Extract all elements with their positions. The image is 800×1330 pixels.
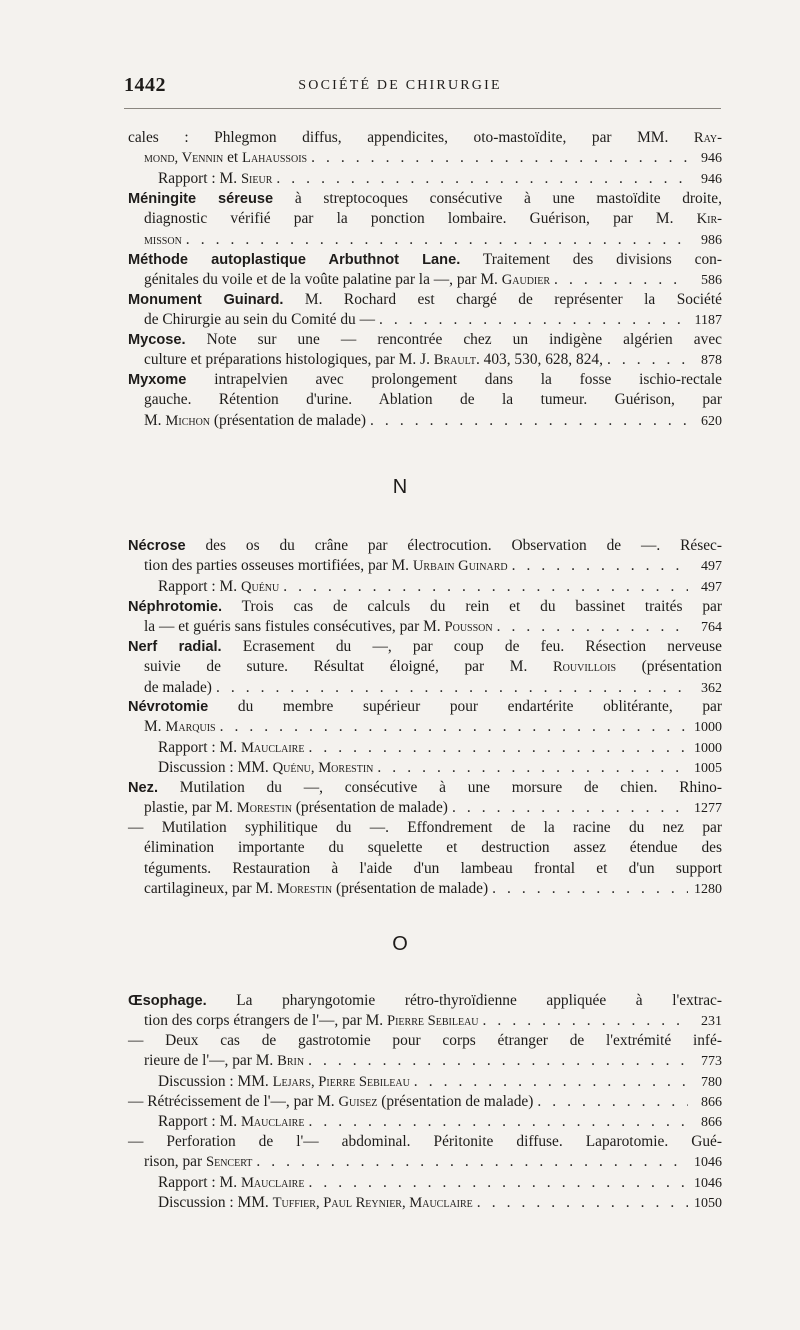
dot-leader xyxy=(216,717,688,737)
dot-leader xyxy=(550,270,688,290)
author-name: Lahaussois xyxy=(242,150,308,167)
entry-text: Mutilation du —, consécutive à une morsure de chien. Rhino- xyxy=(158,779,722,796)
entry-line xyxy=(128,597,722,617)
dot-leader xyxy=(488,879,688,899)
author-name: Lejars, Pierre Sebileau xyxy=(272,1073,410,1090)
page-reference: 866 xyxy=(701,1095,722,1110)
rapport-line xyxy=(128,1112,722,1132)
discussion-line xyxy=(128,1072,722,1092)
author-name: Sencert xyxy=(205,1154,253,1171)
dot-leader xyxy=(473,1193,688,1213)
index-entry-perforation xyxy=(128,1132,722,1213)
entry-line xyxy=(128,209,722,229)
entry-line xyxy=(128,1011,722,1031)
entry-text: (présentation de malade) xyxy=(291,799,448,817)
author-name: Pierre Sebileau xyxy=(386,1013,479,1030)
discussion-label: Discussion : MM. xyxy=(158,1193,273,1211)
page-reference: 878 xyxy=(701,353,722,369)
author-name: Marquis xyxy=(165,719,216,736)
entry-line xyxy=(128,390,722,410)
rapport-line xyxy=(128,738,722,758)
entry-line xyxy=(128,818,722,838)
entry-line xyxy=(128,798,722,818)
rapport-label: Rapport : M. xyxy=(158,577,241,595)
author-name: Ray- xyxy=(693,130,722,146)
entry-line xyxy=(128,536,722,556)
entry-text: La pharyngotomie rétro-thyroïdienne appliquée à l'extrac- xyxy=(206,992,722,1009)
entry-text: à streptocoques consécutive à une mastoïdite droite, xyxy=(273,190,722,207)
entry-line xyxy=(128,189,722,209)
page-reference: 362 xyxy=(701,680,722,696)
entry-keyword: Névrotomie xyxy=(128,699,209,715)
author-name: Kir- xyxy=(696,211,722,228)
author-name: Guisez xyxy=(338,1094,378,1110)
entry-text: de malade) xyxy=(144,678,212,696)
page-reference: 1280 xyxy=(694,881,722,897)
page-reference: 986 xyxy=(701,232,722,248)
page-number: 1442 xyxy=(124,74,166,96)
discussion-line xyxy=(128,758,722,778)
dot-leader xyxy=(182,230,688,250)
page-reference: 497 xyxy=(701,579,722,595)
page-reference: 1000 xyxy=(694,720,722,736)
dot-leader xyxy=(212,678,688,698)
entry-line xyxy=(128,250,722,270)
entry-text: la — et guéris sans fistules consécutives, par M. xyxy=(144,618,445,636)
entry-text: M. xyxy=(144,411,166,429)
entry-line xyxy=(128,879,722,899)
entry-line xyxy=(128,330,722,350)
rapport-label: Rapport : M. xyxy=(158,1113,241,1131)
entry-text: génitales du voile et de la voûte palatine par la —, par M. xyxy=(144,271,502,289)
page-reference: 586 xyxy=(701,273,722,289)
author-name: Gaudier xyxy=(501,272,551,289)
index-entry-nevrotomie xyxy=(128,697,722,778)
index-entry-nephrotomie xyxy=(128,597,722,638)
dot-leader xyxy=(272,169,688,189)
page-reference: 780 xyxy=(701,1074,722,1090)
author-name: misson xyxy=(144,231,182,248)
entry-text: (présentation de malade) xyxy=(210,411,367,429)
page-reference: 1187 xyxy=(694,313,722,329)
entry-line xyxy=(128,1092,722,1112)
entry-line xyxy=(128,230,722,250)
dot-leader xyxy=(448,798,688,818)
page-reference: 764 xyxy=(701,620,722,636)
entry-line xyxy=(128,411,722,431)
page-reference: 1050 xyxy=(694,1195,722,1211)
dot-leader xyxy=(304,738,688,758)
entry-keyword: Méthode autoplastique Arbuthnot Lane. xyxy=(128,252,461,268)
author-name: Pousson xyxy=(444,619,493,636)
entry-line xyxy=(128,1031,722,1051)
dot-leader xyxy=(252,1152,688,1172)
entry-line xyxy=(128,778,722,798)
entry-text: diagnostic vérifié par la ponction lombaire. Guérison, par M. xyxy=(144,210,697,228)
page-reference: 1005 xyxy=(694,760,722,776)
page-reference: 620 xyxy=(701,413,722,429)
dot-leader xyxy=(493,617,688,637)
entry-text: cales : Phlegmon diffus, appendicites, oto-mastoïdite, par MM. xyxy=(128,129,694,146)
index-entry-nez xyxy=(128,778,722,819)
entry-text: et xyxy=(223,149,243,167)
entry-text: téguments. Restauration à l'aide d'un lambeau frontal et d'un support xyxy=(144,859,722,877)
entry-text: Note sur une — rencontrée chez un indigène algérien avec xyxy=(185,331,722,348)
page-reference: 1046 xyxy=(694,1175,722,1191)
entry-text: Ecrasement du —, par coup de feu. Résection nerveuse xyxy=(221,638,722,655)
entry-text: (présentation xyxy=(616,658,722,676)
author-name: Mauclaire xyxy=(240,1174,305,1191)
entry-line xyxy=(128,1051,722,1071)
entry-keyword: Œsophage. xyxy=(128,993,207,1009)
entry-text: élimination importante du squelette et destruction assez étendue des xyxy=(144,839,722,857)
index-entry-gastrotomie xyxy=(128,1031,722,1092)
dot-leader xyxy=(508,556,688,576)
entry-text: de Chirurgie au sein du Comité du — xyxy=(144,311,375,329)
rapport-line xyxy=(128,1173,722,1193)
dot-leader xyxy=(304,1051,688,1071)
entry-text: rison, par xyxy=(144,1153,206,1171)
entry-text: Traitement des divisions con- xyxy=(460,251,722,268)
entry-text: Trois cas de calculs du rein et du bassinet traités par xyxy=(222,598,722,615)
rapport-line xyxy=(128,169,722,189)
entry-line xyxy=(128,310,722,330)
entry-keyword: Myxome xyxy=(128,372,187,388)
dot-leader xyxy=(410,1072,688,1092)
entry-text: (présentation de malade) xyxy=(332,879,489,897)
entry-line xyxy=(128,350,722,370)
page-reference: 231 xyxy=(701,1014,722,1030)
entry-text: des os du crâne par électrocution. Observation de —. Résec- xyxy=(185,537,722,554)
author-name: Morestin xyxy=(236,800,292,817)
dot-leader xyxy=(279,577,688,597)
author-name: Mauclaire xyxy=(240,1114,305,1131)
entry-line xyxy=(128,270,722,290)
rapport-label: Rapport : M. xyxy=(158,1173,241,1191)
rapport-label: Rapport : M. xyxy=(158,169,241,187)
entry-line xyxy=(128,991,722,1011)
entry-text: . 403, 530, 628, 824, xyxy=(475,351,603,369)
page-reference: 497 xyxy=(701,559,722,575)
rapport-line xyxy=(128,577,722,597)
index-entry-mycose xyxy=(128,330,722,371)
dot-leader xyxy=(304,1173,688,1193)
entry-text: tion des parties osseuses mortifiées, par M. xyxy=(144,557,413,575)
index-entry-nez-mutilation xyxy=(128,818,722,899)
discussion-line xyxy=(128,1193,722,1213)
page-reference: 866 xyxy=(701,1115,722,1131)
entry-keyword: Nerf radial. xyxy=(128,639,222,655)
index-entry-monument-guinard xyxy=(128,290,722,331)
entry-text: M. Rochard est chargé de représenter la Société xyxy=(283,291,722,308)
rapport-label: Rapport : M. xyxy=(158,738,241,756)
dot-leader xyxy=(375,310,688,330)
entry-text: culture et préparations histologiques, par M. J. xyxy=(144,351,434,369)
author-name: Brault xyxy=(433,352,476,369)
page-reference: 1046 xyxy=(694,1155,722,1171)
entry-text: cartilagineux, par M. xyxy=(144,879,277,897)
entry-text: — Perforation de l'— abdominal. Péritonite diffuse. Laparotomie. Gué- xyxy=(128,1133,722,1150)
page-reference: 1277 xyxy=(694,801,722,817)
entry-line xyxy=(128,1152,722,1172)
entry-keyword: Mycose. xyxy=(128,332,186,348)
dot-leader xyxy=(479,1011,688,1031)
entry-text: (présentation de malade) xyxy=(377,1093,534,1110)
entry-keyword: Méningite séreuse xyxy=(128,191,274,207)
entry-keyword: Nez. xyxy=(128,780,159,796)
section-letter-n: N xyxy=(392,476,408,498)
discussion-label: Discussion : MM. xyxy=(158,758,273,776)
entry-keyword: Monument Guinard. xyxy=(128,292,284,308)
entry-text: suivie de suture. Résultat éloigné, par M. xyxy=(144,658,553,676)
author-name: Mauclaire xyxy=(240,739,305,756)
entry-line xyxy=(128,637,722,657)
dot-leader xyxy=(533,1092,688,1112)
author-name: Sieur xyxy=(240,170,273,187)
entry-keyword: Néphrotomie. xyxy=(128,599,223,615)
index-entry-necrose xyxy=(128,536,722,597)
author-name: Tuffier, Paul Reynier, Mauclaire xyxy=(272,1194,473,1211)
running-title: SOCIÉTÉ DE CHIRURGIE xyxy=(298,78,502,93)
page-reference: 773 xyxy=(701,1054,722,1070)
entry-line xyxy=(128,717,722,737)
entry-line xyxy=(128,657,722,677)
entry-text: intrapelvien avec prolongement dans la fosse ischio-rectale xyxy=(186,371,722,388)
author-name: Brin xyxy=(277,1053,305,1070)
entry-text: tion des corps étrangers de l'—, par M. xyxy=(144,1012,387,1030)
entry-text: rieure de l'—, par M. xyxy=(144,1052,278,1070)
page-reference: 946 xyxy=(701,151,722,167)
author-name: Rouvillois xyxy=(552,659,617,676)
page-reference: 946 xyxy=(701,171,722,187)
index-entry-nerf-radial xyxy=(128,637,722,698)
entry-text: — Deux cas de gastrotomie pour corps étranger de l'extrémité infé- xyxy=(128,1032,722,1049)
index-entry-methode-autoplastique xyxy=(128,250,722,291)
entry-line xyxy=(128,859,722,879)
entry-line xyxy=(128,370,722,390)
index-entry-retrecissement xyxy=(128,1092,722,1133)
dot-leader xyxy=(304,1112,688,1132)
section-letter-o: O xyxy=(392,933,408,955)
author-name: Quénu xyxy=(240,578,280,595)
discussion-label: Discussion : MM. xyxy=(158,1072,273,1090)
dot-leader xyxy=(366,411,688,431)
dot-leader xyxy=(373,758,688,778)
page-reference: 1000 xyxy=(694,740,722,756)
entry-line xyxy=(128,678,722,698)
index-entry-meningite xyxy=(128,189,722,250)
entry-text: — Rétrécissement de l'—, par M. xyxy=(128,1093,339,1110)
entry-line xyxy=(128,617,722,637)
header-rule xyxy=(124,108,721,109)
entry-line xyxy=(128,128,722,148)
entry-text: — Mutilation syphilitique du —. Effondrement de la racine du nez par xyxy=(128,819,722,836)
entry-line xyxy=(128,697,722,717)
author-name: Michon xyxy=(165,412,211,429)
entry-keyword: Nécrose xyxy=(128,538,186,554)
entry-line xyxy=(128,1132,722,1152)
index-entry-oesophage xyxy=(128,991,722,1032)
entry-text: gauche. Rétention d'urine. Ablation de la tumeur. Guérison, par xyxy=(144,391,722,409)
entry-text: du membre supérieur pour endartérite oblitérante, par xyxy=(208,698,722,715)
dot-leader xyxy=(603,350,688,370)
dot-leader xyxy=(307,148,688,168)
author-name: mond, Vennin xyxy=(144,150,224,167)
author-name: Urbain Guinard xyxy=(412,558,508,575)
entry-line xyxy=(128,556,722,576)
author-name: Quénu, Morestin xyxy=(272,759,374,776)
index-entry-cales xyxy=(128,128,722,189)
author-name: Morestin xyxy=(276,880,333,897)
entry-text: M. xyxy=(144,718,166,736)
entry-line xyxy=(128,290,722,310)
entry-line xyxy=(128,148,722,168)
entry-text: plastie, par M. xyxy=(144,799,237,817)
index-entry-myxome xyxy=(128,370,722,431)
entry-line xyxy=(128,838,722,858)
